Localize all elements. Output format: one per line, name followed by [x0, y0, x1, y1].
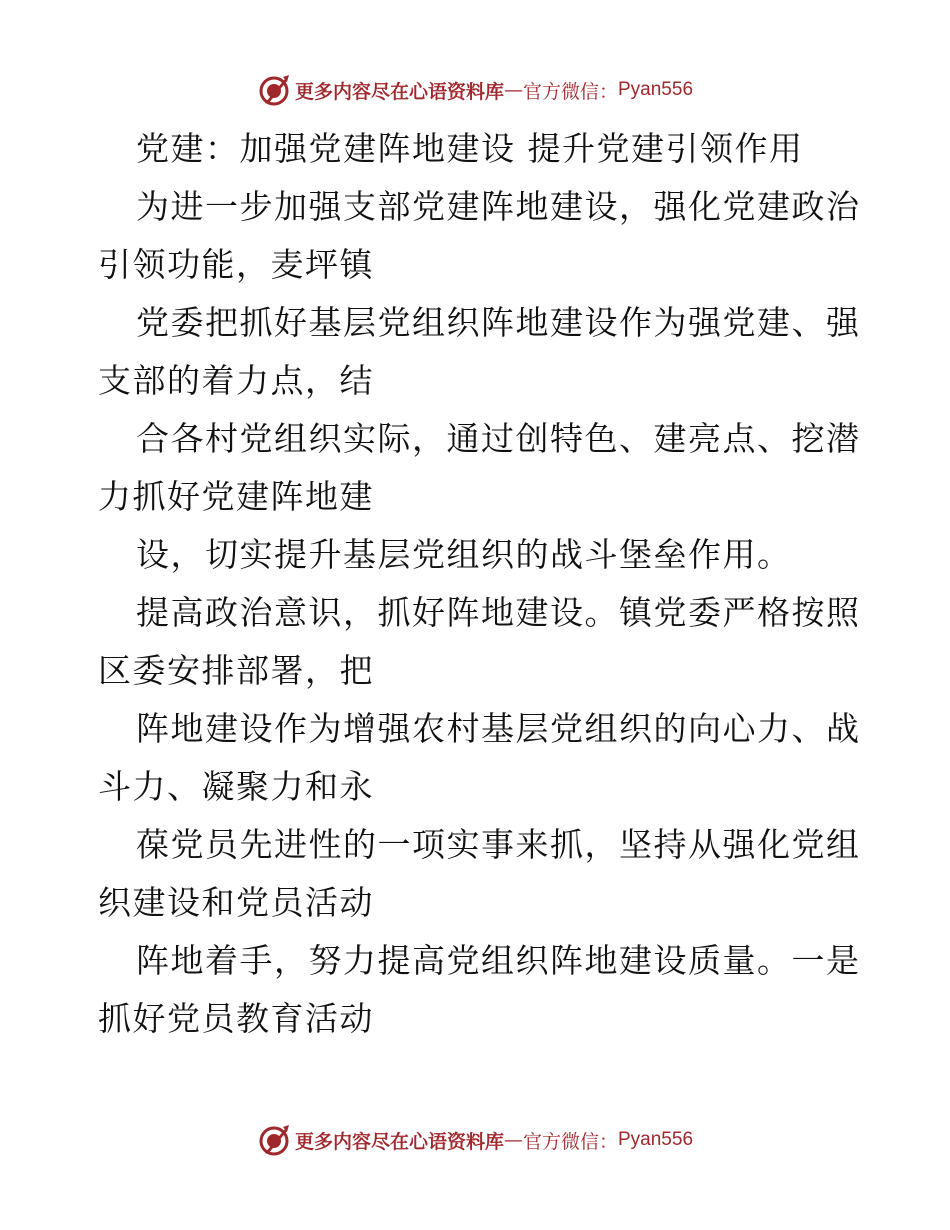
- paragraph-line: 织建设和党员活动: [98, 883, 374, 922]
- document-body: [98, 120, 861, 1048]
- banner-brand-text: 更多内容尽在心语资料库: [294, 1130, 504, 1153]
- paragraph-line: 区委安排部署，把: [98, 651, 374, 690]
- paragraph-line: 斗力、凝聚力和永: [98, 767, 374, 806]
- document-title: 党建：加强党建阵地建设 提升党建引领作用: [136, 129, 804, 168]
- paragraph-line: 阵地着手，努力提高党组织阵地建设质量。一是: [136, 941, 861, 980]
- footer-banner: [0, 1120, 950, 1160]
- paragraph-line: 葆党员先进性的一项实事来抓，坚持从强化党组: [136, 825, 861, 864]
- banner-wechat-id: Pyan556: [618, 1129, 694, 1150]
- paragraph-line: 阵地建设作为增强农村基层党组织的向心力、战: [136, 709, 861, 748]
- red-quill-seal-icon: [257, 73, 291, 107]
- header-banner: [0, 70, 950, 110]
- banner-wechat-id: Pyan556: [618, 79, 694, 100]
- paragraph-line: 合各村党组织实际，通过创特色、建亮点、挖潜: [136, 419, 861, 458]
- banner-brand-text: 更多内容尽在心语资料库: [294, 80, 504, 103]
- banner-separator: —: [503, 1129, 523, 1151]
- paragraph-line: 提高政治意识，抓好阵地建设。镇党委严格按照: [136, 593, 861, 632]
- paragraph-line: 力抓好党建阵地建: [98, 477, 374, 516]
- paragraph-line: 党委把抓好基层党组织阵地建设作为强党建、强: [136, 303, 861, 342]
- banner-wechat-label: 官方微信：: [522, 80, 618, 103]
- paragraph-line: 支部的着力点，结: [98, 361, 374, 400]
- paragraph-line: 抓好党员教育活动: [98, 999, 374, 1038]
- paragraph-line: 为进一步加强支部党建阵地建设，强化党建政治: [136, 187, 861, 226]
- red-quill-seal-icon: [257, 1123, 291, 1157]
- banner-separator: —: [503, 79, 523, 101]
- paragraph-line: 设，切实提升基层党组织的战斗堡垒作用。: [136, 535, 792, 574]
- paragraph-line: 引领功能，麦坪镇: [98, 245, 374, 284]
- banner-wechat-label: 官方微信：: [522, 1130, 618, 1153]
